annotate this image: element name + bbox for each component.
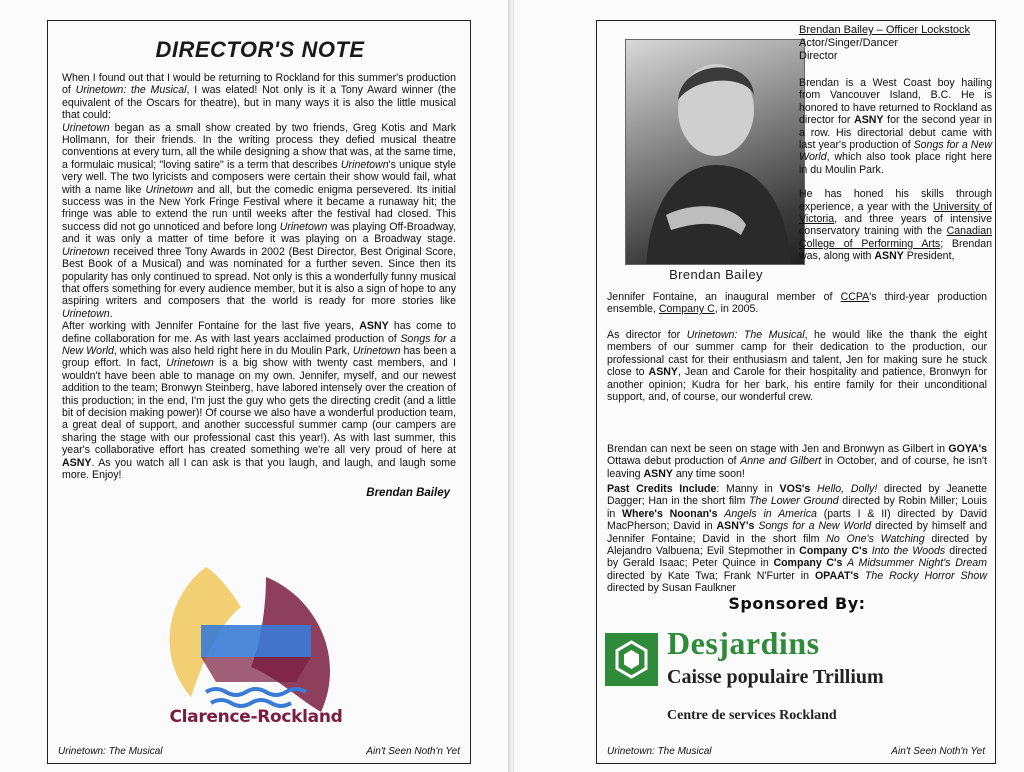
signature: Brendan Bailey [366, 487, 450, 500]
bio-intro: Brendan is a West Coast boy hailing from Vancouver Island, B.C. He is honored to have returned to Rockland as director for ASNY for the second year in a row. His directorial debut came with last year's production of Songs for a New World, which also took place right here in du Moulin Park. [799, 77, 993, 176]
left-page [0, 0, 510, 772]
right-page [514, 0, 1024, 772]
footer-show-title: Urinetown: The Musical [58, 746, 163, 757]
page-footer-right [607, 746, 985, 757]
logo-wordmark: Clarence-Rockland [169, 707, 343, 727]
directors-note-frame [47, 20, 471, 764]
bio-column [799, 77, 992, 263]
bio-upcoming: Brendan can next be seen on stage with Jen and Bronwyn as Gilbert in GOYA's Ottawa debut production of Anne and Gilbert in October, and of course, he isn't leaving ASNY any time soon! [607, 443, 987, 480]
town-skyline-icon [201, 625, 311, 657]
desjardins-logo [605, 633, 658, 686]
water-waves-icon [206, 689, 306, 695]
actor-disciplines: Actor/Singer/Dancer [799, 37, 899, 49]
bio-header [799, 24, 994, 63]
bio-frame [596, 20, 996, 764]
photo-caption: Brendan Bailey [669, 267, 763, 282]
past-credits: Past Credits Include: Manny in VOS's Hello, Dolly! directed by Jeanette Dagger; Han in the short film The Lower Ground directed by Robin Miller; Louis in Where's Noonan's Angels in America (parts I & II) directed by David MacPherson; David in ASNY's Songs for a New World directed by himself and Jennifer Fontaine; David in the short film No One's Watching directed by Alejandro Valbuena; Evil Stepmother in Company C's Into the Woods directed by Gerald Isaac; Peter Quince in Company C's A Midsummer Night's Dream directed by Kate Twa; Frank N'Furter in OPAAT's The Rocky Horror Show directed by Susan Faulkner [607, 483, 988, 595]
desjardins-hexagon-icon [605, 633, 658, 686]
sponsor-centre: Centre de services Rockland [667, 708, 837, 723]
actor-position: Director [799, 50, 838, 62]
actor-name-role: Brendan Bailey – Officer Lockstock [799, 24, 970, 36]
bio-training: He has honed his skills through experience, a year with the University of Victoria, and three years of intensive conservatory training with the Canadian College of Performing Arts; Brendan was, along with ASNY President, [799, 188, 992, 263]
paragraph-collaboration: After working with Jennifer Fontaine for the last five years, ASNY has come to define collaboration for me. As with last years acclaimed production of Songs for a New World, which was also held right here in du Moulin Park, Urinetown has been a group effort. In fact, Urinetown is a big show with twenty cast members, and I wouldn't have been able to manage on my own. Jennifer, myself, and our newest addition to the team; Bronwyn Steinberg, have labored intensely over the creation of this production; in the end, I'm just the guy who gets the directing credit (and a little bit of decision making power)! Of course we also have a wonderful production team, a great deal of support, and another successful summer camp (our campers are sharing the stage with our professional cast this year!). As with last summer, this year's collaborative effort has created something we're all very proud of here at ASNY. As you watch all I can ask is that you laugh, and laugh, and laugh some more. Enjoy! [62, 320, 456, 481]
paragraph-history: Urinetown began as a small show created by two friends, Greg Kotis and Mark Hollmann, for their friends. In the writing process they defied musical theatre conventions at every turn, all the while designing a show that was, at the same time, a formulaic musical; "loving satire" is a term that describes Urinetown's unique style very well. The two lyricists and composers were certain their show would fail, what with a name like Urinetown and all, but the comedic enigma persevered. Its initial success was in the New York Fringe Festival where it became a runaway hit; the fringe was able to extend the run until weeks after the festival had closed. This success did not go unnoticed and before long Urinetown was playing Off-Broadway, and it was only a matter of time before it was playing on a Broadway stage. Urinetown received three Tony Awards in 2002 (Best Director, Best Original Score, Best Book of a Musical) and was nominated for a further seven. Since then its popularity has only continued to spread. Not only is this a wonderfully funny musical that offers something for every audience member, but it is also a sign of hope to any aspiring writers and composers that the world is ready for more stories like Urinetown. [62, 121, 456, 320]
footer-show-title: Urinetown: The Musical [607, 746, 712, 757]
person-portrait-icon [626, 40, 805, 265]
paragraph-intro: When I found out that I would be returning to Rockland for this summer's production of Urinetown: the Musical, I was elated! Not only is it a Tony Award winner (the equivalent of the Oscars for theatre), but in many ways it is also the little musical that could: [62, 72, 457, 122]
page-title: DIRECTOR'S NOTE [155, 37, 365, 62]
sponsor-subtitle: Caisse populaire Trillium [667, 666, 884, 688]
sponsor-name: Desjardins [667, 625, 820, 661]
footer-tagline: Ain't Seen Noth'n Yet [366, 746, 460, 757]
page-footer [58, 746, 460, 757]
directors-note-body [62, 72, 456, 500]
bio-training-cont: Jennifer Fontaine, an inaugural member of CCPA's third-year production ensemble, Company C, in 2005. [607, 291, 987, 316]
sponsored-heading: Sponsored By: [728, 594, 866, 613]
bio-thanks: As director for Urinetown: The Musical, he would like the thank the eight members of our summer camp for their dedication to the production, our professional cast for their enthusiasm and talent, Jen for making sure he stuck close to ASNY, Jean and Carole for their hospitality and patience, Bronwyn for another opinion; Kudra for her bark, his entire family for their unconditional support, and, of course, our wonderful crew. [607, 329, 988, 404]
headshot-photo [625, 39, 805, 265]
footer-tagline: Ain't Seen Noth'n Yet [891, 746, 985, 757]
